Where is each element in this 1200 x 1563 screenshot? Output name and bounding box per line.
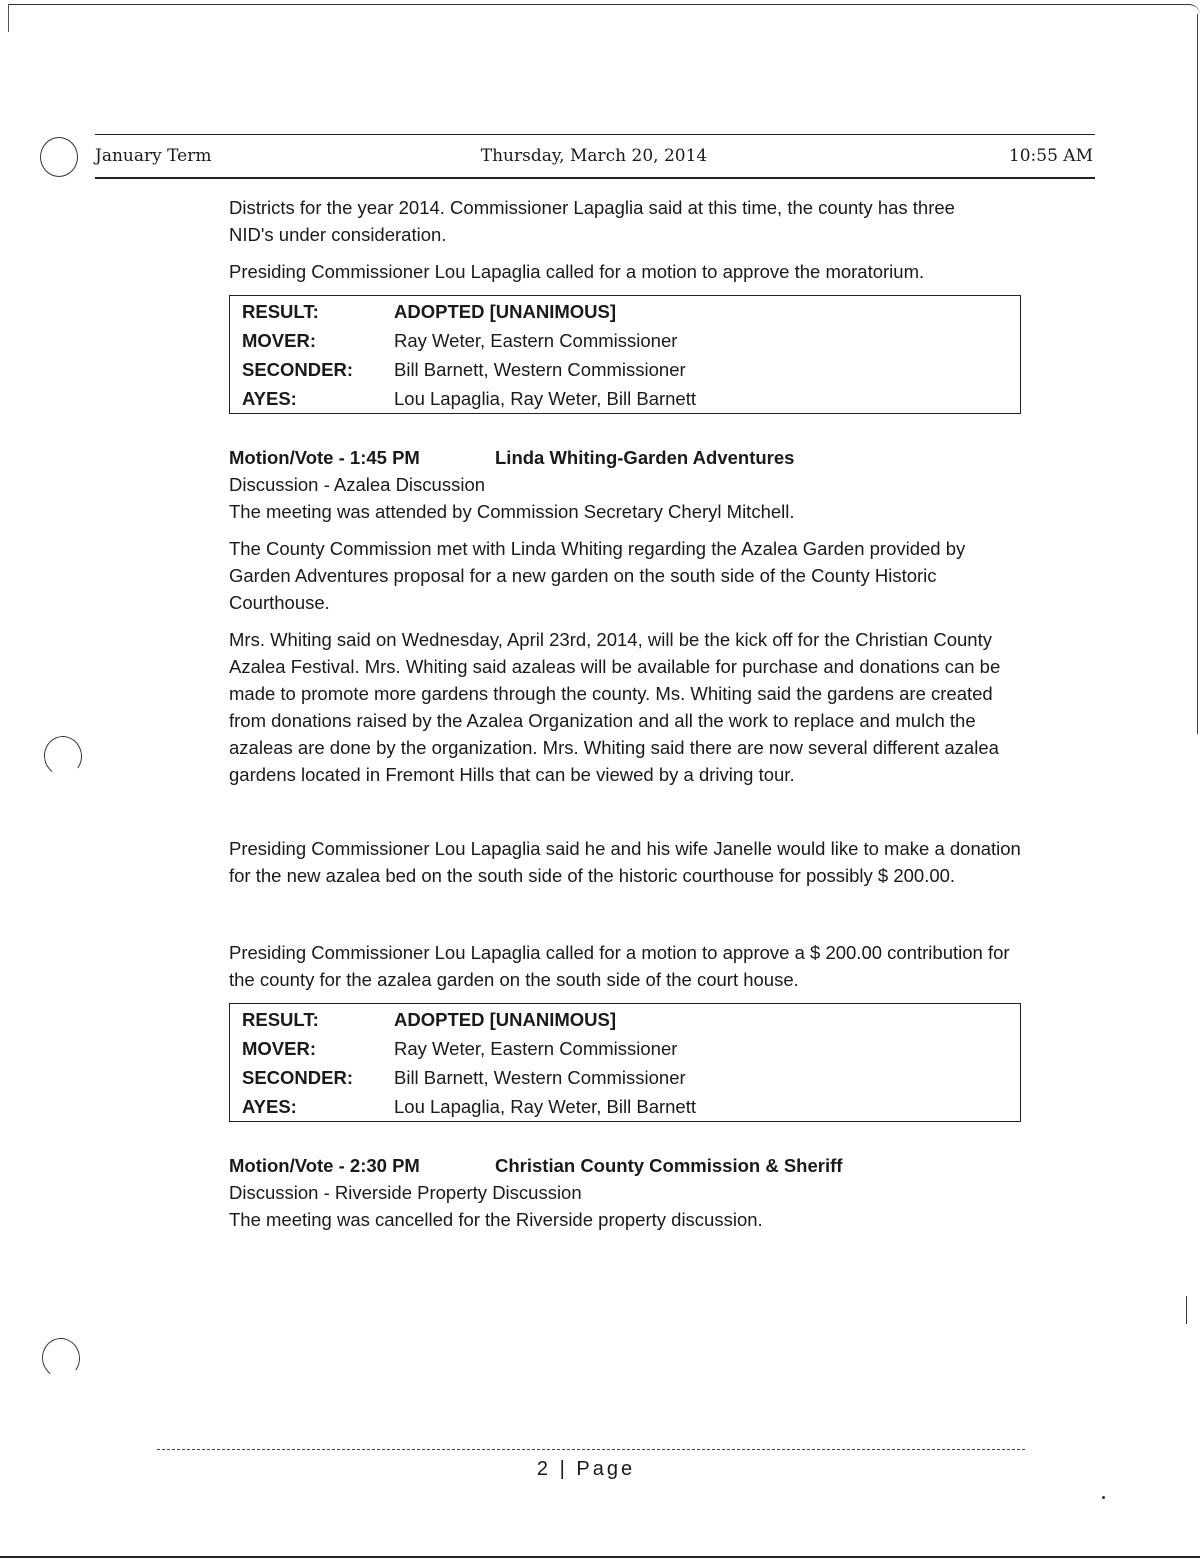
vote-result: ADOPTED [UNANIMOUS] — [394, 301, 616, 322]
vote-label: AYES: — [242, 1096, 297, 1117]
header-time: 10:55 AM — [1008, 146, 1093, 166]
header-term: January Term — [95, 146, 212, 166]
discussion-line: Discussion - Riverside Property Discussion — [229, 1182, 582, 1203]
vote-table-2 — [229, 1003, 1021, 1122]
vote-row-result — [230, 1004, 1021, 1035]
header-date: Thursday, March 20, 2014 — [480, 146, 708, 166]
motion-heading-2 — [229, 1152, 1029, 1179]
vote-row-ayes — [230, 1092, 1021, 1122]
vote-row-result — [230, 296, 1021, 327]
paragraph-donation: Presiding Commissioner Lou Lapaglia said he and his wife Janelle would like to make a donation for the new azalea bed on the south side of the historic courthouse for possibly $ 200.00. — [229, 838, 1021, 886]
intro-line-1: Districts for the year 2014. Commissioner Lapaglia said at this time, the county has three — [229, 197, 955, 218]
vote-table-1 — [229, 295, 1021, 414]
vote-label: SECONDER: — [242, 359, 354, 380]
discussion-line: Discussion - Azalea Discussion — [229, 474, 486, 495]
scan-edge-top — [8, 4, 1158, 5]
vote-label: AYES: — [242, 388, 297, 409]
vote-row-ayes — [230, 384, 1021, 414]
vote-label: MOVER: — [242, 330, 316, 351]
attendance-line: The meeting was attended by Commission Secretary Cheryl Mitchell. — [229, 501, 795, 522]
motion-title: Christian County Commission & Sheriff — [495, 1155, 843, 1176]
motion-time: Motion/Vote - 1:45 PM — [229, 447, 420, 468]
vote-row-mover — [230, 326, 1021, 355]
paragraph-festival: Mrs. Whiting said on Wednesday, April 23rd, 2014, will be the kick off for the Christian County Azalea Festival. Mrs. Whiting said azaleas will be available for purchase and donations can be made to promote more gardens through the county. Ms. Whiting said the gardens are created from donations raised by the Azalea Organization and all the work to replace and mulch the azaleas are done by the organization. Mrs. Whiting said there are now several different azalea gardens located in Fremont Hills that can be viewed by a driving tour. — [229, 629, 1001, 785]
vote-label: RESULT: — [242, 301, 319, 322]
footer-rule — [157, 1449, 1025, 1450]
paragraph-motion-contribution: Presiding Commissioner Lou Lapaglia called for a motion to approve a $ 200.00 contribution for the county for the azalea garden on the south side of the court house. — [229, 942, 1010, 990]
vote-label: MOVER: — [242, 1038, 316, 1059]
vote-seconder: Bill Barnett, Western Commissioner — [394, 1067, 686, 1088]
vote-result: ADOPTED [UNANIMOUS] — [394, 1009, 616, 1030]
intro-line-2: NID's under consideration. — [229, 224, 447, 245]
intro-motion-call: Presiding Commissioner Lou Lapaglia called for a motion to approve the moratorium. — [229, 261, 925, 282]
vote-mover: Ray Weter, Eastern Commissioner — [394, 330, 678, 351]
motion-heading-1 — [229, 444, 1029, 471]
header-rule-top — [95, 134, 1095, 135]
vote-label: RESULT: — [242, 1009, 319, 1030]
vote-mover: Ray Weter, Eastern Commissioner — [394, 1038, 678, 1059]
page-number: 2 | Page — [536, 1458, 636, 1480]
header-rule-bottom — [95, 177, 1095, 179]
punch-hole-top — [40, 137, 78, 177]
motion-time: Motion/Vote - 2:30 PM — [229, 1155, 420, 1176]
vote-row-seconder — [230, 355, 1021, 384]
motion-title: Linda Whiting-Garden Adventures — [495, 447, 795, 468]
scan-edge-corner — [1150, 4, 1200, 15]
vote-row-mover — [230, 1034, 1021, 1063]
stray-dot — [1102, 1496, 1105, 1499]
stray-mark — [1186, 1296, 1187, 1324]
scan-edge-right — [1197, 14, 1198, 734]
vote-row-seconder — [230, 1063, 1021, 1092]
vote-ayes: Lou Lapaglia, Ray Weter, Bill Barnett — [394, 388, 696, 409]
vote-label: SECONDER: — [242, 1067, 354, 1088]
page-content — [229, 194, 1029, 1233]
vote-ayes: Lou Lapaglia, Ray Weter, Bill Barnett — [394, 1096, 696, 1117]
punch-hole-middle — [41, 734, 84, 779]
paragraph-garden-proposal: The County Commission met with Linda Whiting regarding the Azalea Garden provided by Garden Adventures proposal for a new garden on the south side of the County Historic Courthouse. — [229, 538, 966, 613]
scan-edge-bottom — [0, 1556, 1200, 1558]
vote-seconder: Bill Barnett, Western Commissioner — [394, 359, 686, 380]
cancellation-note: The meeting was cancelled for the Riverside property discussion. — [229, 1209, 763, 1230]
scan-edge-left — [8, 4, 9, 32]
punch-hole-bottom — [39, 1336, 82, 1381]
page-header — [95, 146, 1093, 170]
